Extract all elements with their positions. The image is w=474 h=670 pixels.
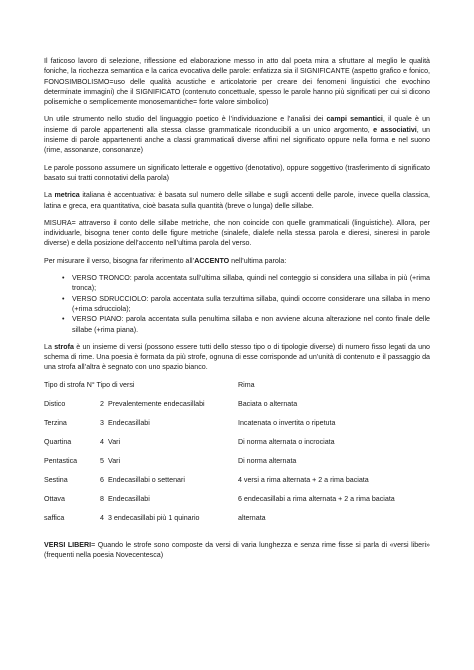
table-cell: 6 endecasillabi a rima alternata + 2 a rima baciata <box>238 494 395 503</box>
paragraph-denotativo <box>44 163 430 184</box>
table-row <box>44 494 434 513</box>
text-run: nell’ultima parola: <box>229 256 287 265</box>
table-cell: Quartina <box>44 437 72 446</box>
table-cell: Baciata o alternata <box>238 399 298 408</box>
list-item: • VERSO PIANO: parola accentata sulla penultima sillaba e non avviene alcuna alterazione nel conto finale delle sillabe (+rima piana). <box>72 314 430 335</box>
table-cell: Incatenata o invertita o ripetuta <box>238 418 336 427</box>
table-cell: Vari <box>108 437 121 446</box>
table-header-cell: Tipo di strofa N° Tipo di versi <box>44 380 135 389</box>
bold-term: metrica <box>54 191 80 200</box>
text-run: La <box>44 191 55 200</box>
table-cell: 4 versi a rima alternata + 2 a rima baciata <box>238 475 369 484</box>
text-run: è un insieme di versi (possono essere tutti dello stesso tipo o di tipologie diverse) di numero fisso legati da uno schema di rime. Una poesia è formata da più strofe, ognuna di esse corrisponde ad un’unità di contenuto e il passaggio da una strofa all’altra è segnato con uno spazio bianco. <box>44 342 430 372</box>
bold-term: ACCENTO <box>194 256 230 265</box>
table-cell: Sestina <box>44 475 68 484</box>
table-header-row <box>44 380 434 399</box>
stanza-table <box>44 380 434 532</box>
table-cell: Ottava <box>44 494 65 503</box>
table-cell: Di norma alternata <box>238 456 297 465</box>
list-item: • VERSO TRONCO: parola accentata sull’ultima sillaba, quindi nel conteggio si considera una sillaba in più (+rima tronca); <box>72 273 430 294</box>
table-cell: 5 <box>100 456 104 465</box>
text-run: Un utile strumento nello studio del linguaggio poetico è l’individuazione e l’analisi dei <box>44 115 327 124</box>
table-row <box>44 399 434 418</box>
table-cell: Endecasillabi <box>108 418 150 427</box>
paragraph-metrica <box>44 190 430 211</box>
table-cell: Pentastica <box>44 456 78 465</box>
table-cell: Distico <box>44 399 66 408</box>
bold-term: campi semantici <box>326 115 383 124</box>
paragraph-accento <box>44 256 430 266</box>
table-cell: Di norma alternata o incrociata <box>238 437 335 446</box>
bold-term: VERSI LIBERI <box>44 540 92 549</box>
table-cell: Prevalentemente endecasillabi <box>108 399 205 408</box>
table-cell: 3 endecasillabi più 1 quinario <box>108 513 200 522</box>
table-cell: saffica <box>44 513 65 522</box>
paragraph-misura <box>44 218 430 249</box>
table-cell: Endecasillabi o settenari <box>108 475 185 484</box>
text-run: , un insieme di parole appartenenti anche a classi grammaticali diverse affini nel significato oppure nella forma e nel suono (rime, assonanze, consonanze) <box>44 125 430 155</box>
text-run: La <box>44 342 55 351</box>
text-run: Il faticoso lavoro di selezione, riflessione ed elaborazione messo in atto dal poeta mira a sfruttare al meglio le qualità foniche, la ricchezza semantica e la carica evocativa delle parole: enfatizza sia il SIGNIFICANTE (aspetto grafico e fonico, FONOSIMBOLISMO=uso delle qualità acustiche e articolatorie per creare dei fenomeni linguistici che evochino determinate immagini) che il SIGNIFICATO (contenuto concettuale, spesso le parole hanno più significati per cui si dicono polisemiche o semplicemente monosemantiche= forte valore simbolico) <box>44 57 430 107</box>
table-row <box>44 437 434 456</box>
table-cell: 6 <box>100 475 104 484</box>
text-run: , il quale è un insieme di parole appartenenti alla stessa classe grammaticale riconducibili a un unico argomento, <box>44 115 430 134</box>
table-cell: Terzina <box>44 418 67 427</box>
table-row <box>44 418 434 437</box>
bold-term: e associativi <box>373 125 417 134</box>
bold-term: strofa <box>54 342 74 351</box>
table-cell: alternata <box>238 513 266 522</box>
list-item: • VERSO SDRUCCIOLO: parola accentata sulla terzultima sillaba, quindi occorre considerare una sillaba in meno (+rima sdrucciola); <box>72 294 430 315</box>
table-cell: 3 <box>100 418 104 427</box>
table-header-cell: Rima <box>238 380 255 389</box>
table-row <box>44 475 434 494</box>
paragraph-significante <box>44 56 430 107</box>
table-row <box>44 513 434 532</box>
table-cell: 2 <box>100 399 104 408</box>
verse-types-list <box>44 273 430 335</box>
table-cell: 8 <box>100 494 104 503</box>
text-run: MISURA= attraverso il conto delle sillabe metriche, che non coincide con quelle grammaticali (linguistiche). Allora, per individuarle, bisogna tener conto delle figure metriche (sinalefe, dialefe nella stessa parola e dieresi, sineresi in parole diverse) e della posizione dell’accento nell’ultima parola del verso. <box>44 218 430 248</box>
text-run: = Quando le strofe sono composte da versi di varia lunghezza e senza rime fisse si parla di «versi liberi» (frequenti nella poesia Novecentesca) <box>44 540 430 560</box>
table-row <box>44 456 434 475</box>
paragraph-strofa <box>44 342 430 373</box>
text-run: Per misurare il verso, bisogna far riferimento all’ <box>44 256 195 265</box>
text-run: Le parole possono assumere un significato letterale e oggettivo (denotativo), oppure soggettivo (trasferimento di significato basato sui tratti connotativi della parola) <box>44 163 430 182</box>
table-cell: Vari <box>108 456 121 465</box>
paragraph-campi-semantici <box>44 114 430 155</box>
table-cell: Endecasillabi <box>108 494 150 503</box>
table-cell: 4 <box>100 437 104 446</box>
paragraph-versi-liberi <box>44 540 430 561</box>
text-run: italiana è accentuativa: è basata sul numero delle sillabe e sugli accenti delle parole, invece quella classica, latina e greca, era quantitativa, cioè basata sulla quantità (breve o lunga) delle sillabe. <box>44 191 430 210</box>
table-cell: 4 <box>100 513 104 522</box>
